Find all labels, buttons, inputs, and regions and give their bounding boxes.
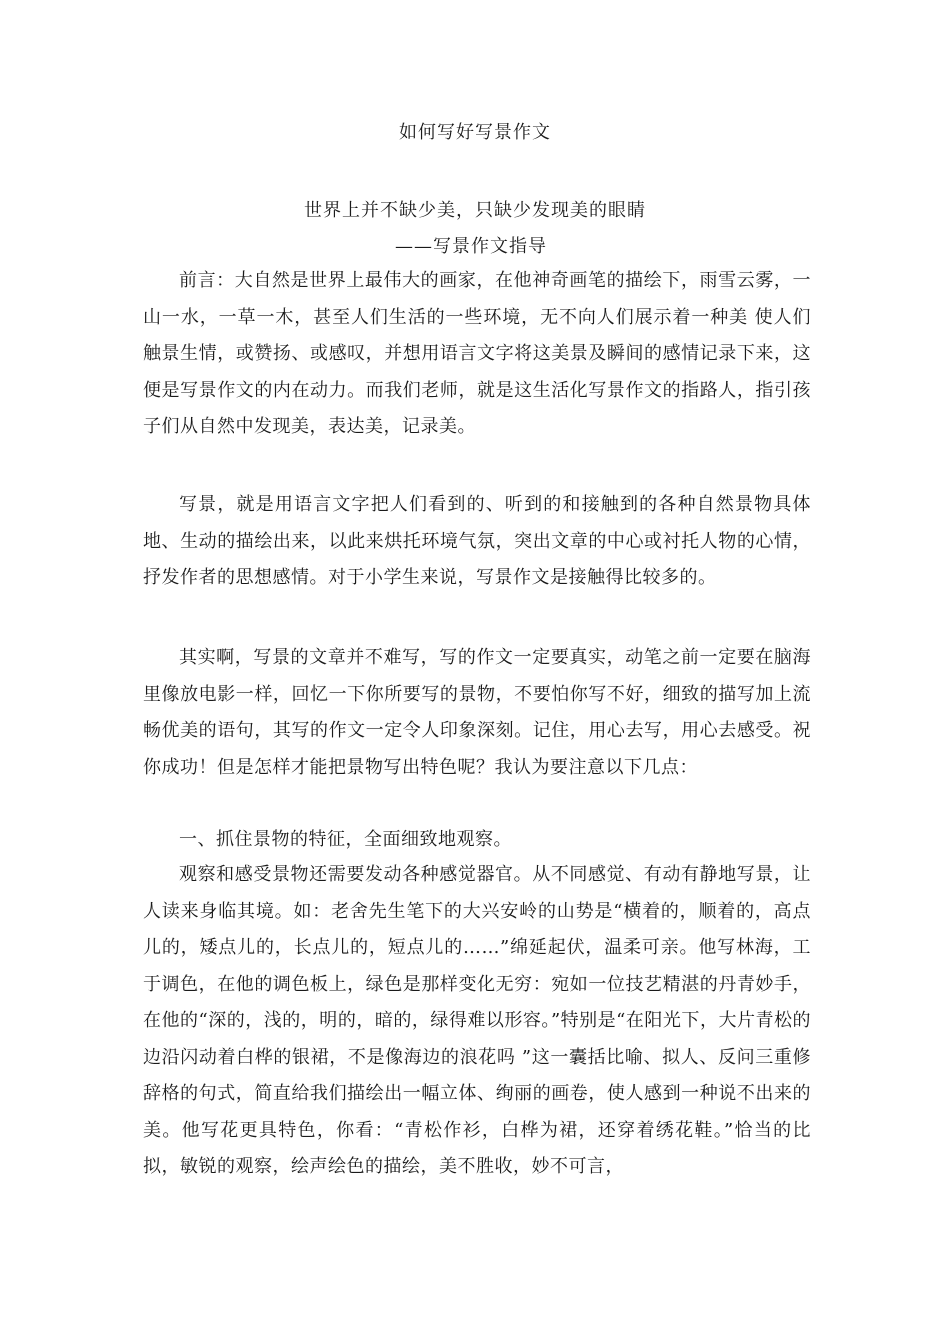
document-title: 如何写好写景作文 [399, 122, 551, 143]
paragraph-observation: 观察和感受景物还需要发动各种感觉器官。从不同感觉、有动有静地写景，让人读来身临其境。如：老舍先生笔下的大兴安岭的山势是“横着的，顺着的，高点儿的，矮点儿的，长点儿的，短点儿的……”绵延起伏，温柔可亲。他写林海，工于调色，在他的调色板上，绿色是那样变化无穷：宛如一位技艺精湛的丹青妙手，在他的“深的，浅的，明的，暗的，绿得难以形容。”特别是“在阳光下，大片青松的边沿闪动着白桦的银裙，不是像海边的浪花吗 ”这一囊括比喻、拟人、反问三重修辞格的句式，简直给我们描绘出一幅立体、绚丽的画卷，使人感到一种说不出来的美。他写花更具特色，你看：“青松作衫，白桦为裙，还穿着绣花鞋。”恰当的比拟，敏锐的观察，绘声绘色的描绘，美不胜收，妙不可言， [143, 864, 811, 1177]
paragraph-preface: 前言：大自然是世界上最伟大的画家，在他神奇画笔的描绘下，雨雪云雾，一山一水，一草一木，甚至人们生活的一些环境，无不向人们展示着一种美 使人们触景生情，或赞扬、或感叹，并想用语言文字将这美景及瞬间的感情记录下来，这便是写景作文的内在动力。而我们老师，就是这生活化写景作文的指路人，指引孩子们从自然中发现美，表达美，记录美。 [143, 270, 811, 437]
paragraph-definition: 写景，就是用语言文字把人们看到的、听到的和接触到的各种自然景物具体地、生动的描绘出来，以此来烘托环境气氛，突出文章的中心或衬托人物的心情，抒发作者的思想感情。对于小学生来说，写景作文是接触得比较多的。 [143, 494, 811, 588]
section-heading-1: 一、抓住景物的特征，全面细致地观察。 [179, 829, 512, 850]
document-subtitle: 世界上并不缺少美，只缺少发现美的眼睛 [304, 200, 646, 221]
paragraph-advice: 其实啊，写景的文章并不难写，写的作文一定要真实，动笔之前一定要在脑海里像放电影一样，回忆一下你所要写的景物，不要怕你写不好，细致的描写加上流畅优美的语句，其写的作文一定令人印象深刻。记住，用心去写，用心去感受。祝你成功！但是怎样才能把景物写出特色呢？我认为要注意以下几点： [143, 647, 811, 778]
document-subtitle-secondary: ——写景作文指导 [395, 236, 547, 257]
